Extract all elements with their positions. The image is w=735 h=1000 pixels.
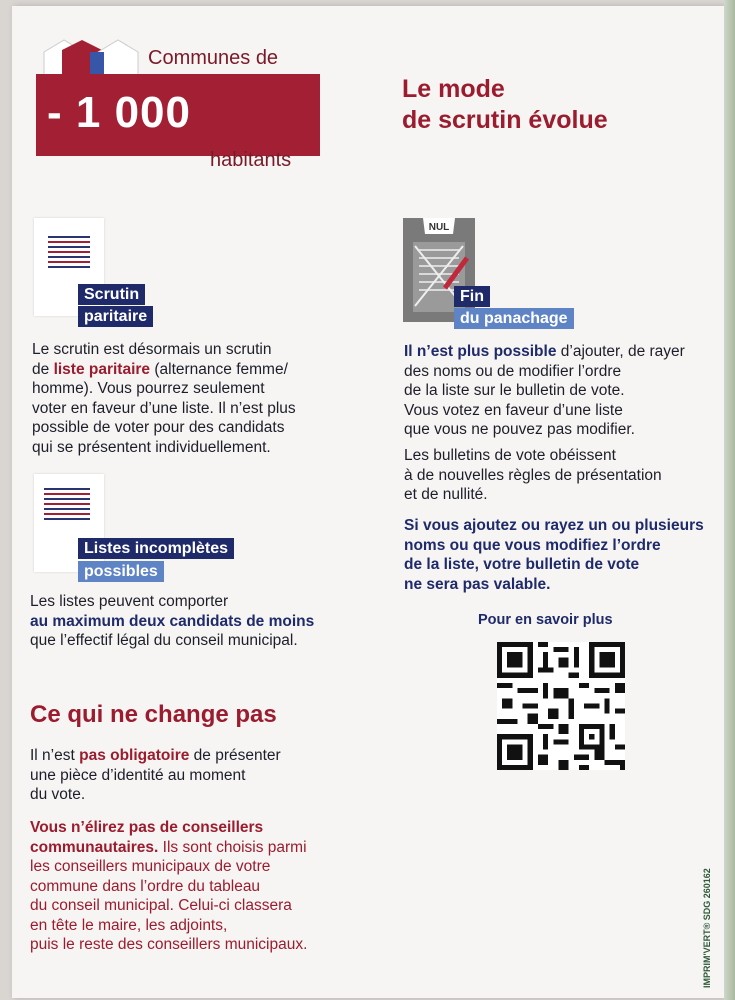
text-line: noms ou que vous modifiez l’ordre: [404, 536, 661, 554]
bold-span: communautaires.: [30, 838, 159, 856]
text-line: Les bulletins de vote obéissent: [404, 447, 616, 464]
text-line: à de nouvelles règles de présentation: [404, 466, 662, 484]
unchanged-paragraph-2: [30, 818, 370, 955]
text-line: que l’effectif légal du conseil municipal.: [30, 632, 298, 649]
bold-span: liste paritaire: [53, 360, 151, 378]
text-line: des noms ou de modifier l’ordre: [404, 362, 622, 380]
nul-label: NUL: [428, 222, 450, 233]
text-span: de: [32, 360, 54, 378]
list-lines: [48, 236, 90, 271]
bold-span: pas obligatoire: [79, 747, 190, 764]
background-edge: [724, 0, 735, 1000]
logo-top-text: Communes de: [148, 47, 279, 69]
panachage-paragraph-2: [404, 446, 724, 505]
bold-span: Il n’est plus possible: [404, 343, 557, 360]
text-line: puis le reste des conseillers municipaux.: [30, 936, 308, 953]
text-line: Vous n’élirez pas de conseillers: [30, 819, 264, 836]
text-line: du conseil municipal. Celui-ci classera: [30, 897, 292, 914]
list-lines: [44, 488, 90, 523]
text-line: [30, 838, 370, 858]
text-line: du vote.: [30, 786, 86, 803]
page-title: [402, 74, 608, 136]
text-line: de la liste sur le bulletin de vote.: [404, 382, 625, 399]
text-line: en tête le maire, les adjoints,: [30, 916, 228, 934]
title-line-1: Le mode: [402, 75, 505, 103]
tag-fin: Fin: [454, 286, 490, 307]
text-span: (alternance femme/: [150, 360, 288, 378]
qr-code[interactable]: [497, 642, 625, 770]
text-span: de présenter: [189, 747, 281, 764]
text-span: d’ajouter, de rayer: [556, 343, 685, 360]
text-span: Il n’est: [30, 747, 80, 764]
text-line: commune dans l’ordre du tableau: [30, 877, 261, 895]
tag-panachage: du panachage: [454, 308, 574, 329]
title-line-2: de scrutin évolue: [402, 106, 608, 134]
unchanged-paragraph-1: [30, 746, 350, 805]
tag-possibles: possibles: [78, 561, 164, 582]
text-line: que vous ne pouvez pas modifier.: [404, 421, 635, 438]
qr-label: Pour en savoir plus: [478, 612, 613, 628]
text-line: les conseillers municipaux de votre: [30, 858, 271, 875]
text-line: voter en faveur d’une liste. Il n’est plus: [32, 399, 296, 417]
text-line: de la liste, votre bulletin de vote: [404, 556, 640, 573]
text-line: ne sera pas valable.: [404, 575, 551, 593]
text-line: et de nullité.: [404, 486, 488, 503]
text-line: [30, 746, 350, 766]
text-line: [32, 360, 352, 380]
text-line: [404, 342, 724, 362]
text-line: Si vous ajoutez ou rayez un ou plusieurs: [404, 517, 704, 534]
tag-paritaire: paritaire: [78, 306, 153, 327]
text-span: Ils sont choisis parmi: [158, 838, 307, 856]
section-title: Ce qui ne change pas: [30, 701, 277, 728]
scrutin-paragraph: [32, 340, 352, 457]
tag-scrutin: Scrutin: [78, 284, 145, 305]
panachage-warning: [404, 516, 724, 594]
text-line: Les listes peuvent comporter: [30, 593, 229, 610]
tag-listes: Listes incomplètes: [78, 538, 234, 559]
text-line: une pièce d’identité au moment: [30, 766, 246, 784]
logo-number: - 1 000: [47, 88, 191, 137]
text-line: qui se présentent individuellement.: [32, 438, 271, 456]
print-mark: IMPRIM'VERT® SDG 260162: [702, 868, 712, 988]
text-line: au maximum deux candidats de moins: [30, 612, 315, 630]
text-line: possible de voter pour des candidats: [32, 419, 285, 436]
logo-bottom-text: habitants: [210, 149, 292, 171]
panachage-paragraph-1: [404, 342, 724, 440]
text-line: Vous votez en faveur d’une liste: [404, 401, 623, 419]
text-line: homme). Vous pourrez seulement: [32, 380, 265, 397]
listes-paragraph: [30, 592, 370, 651]
text-line: Le scrutin est désormais un scrutin: [32, 341, 272, 358]
